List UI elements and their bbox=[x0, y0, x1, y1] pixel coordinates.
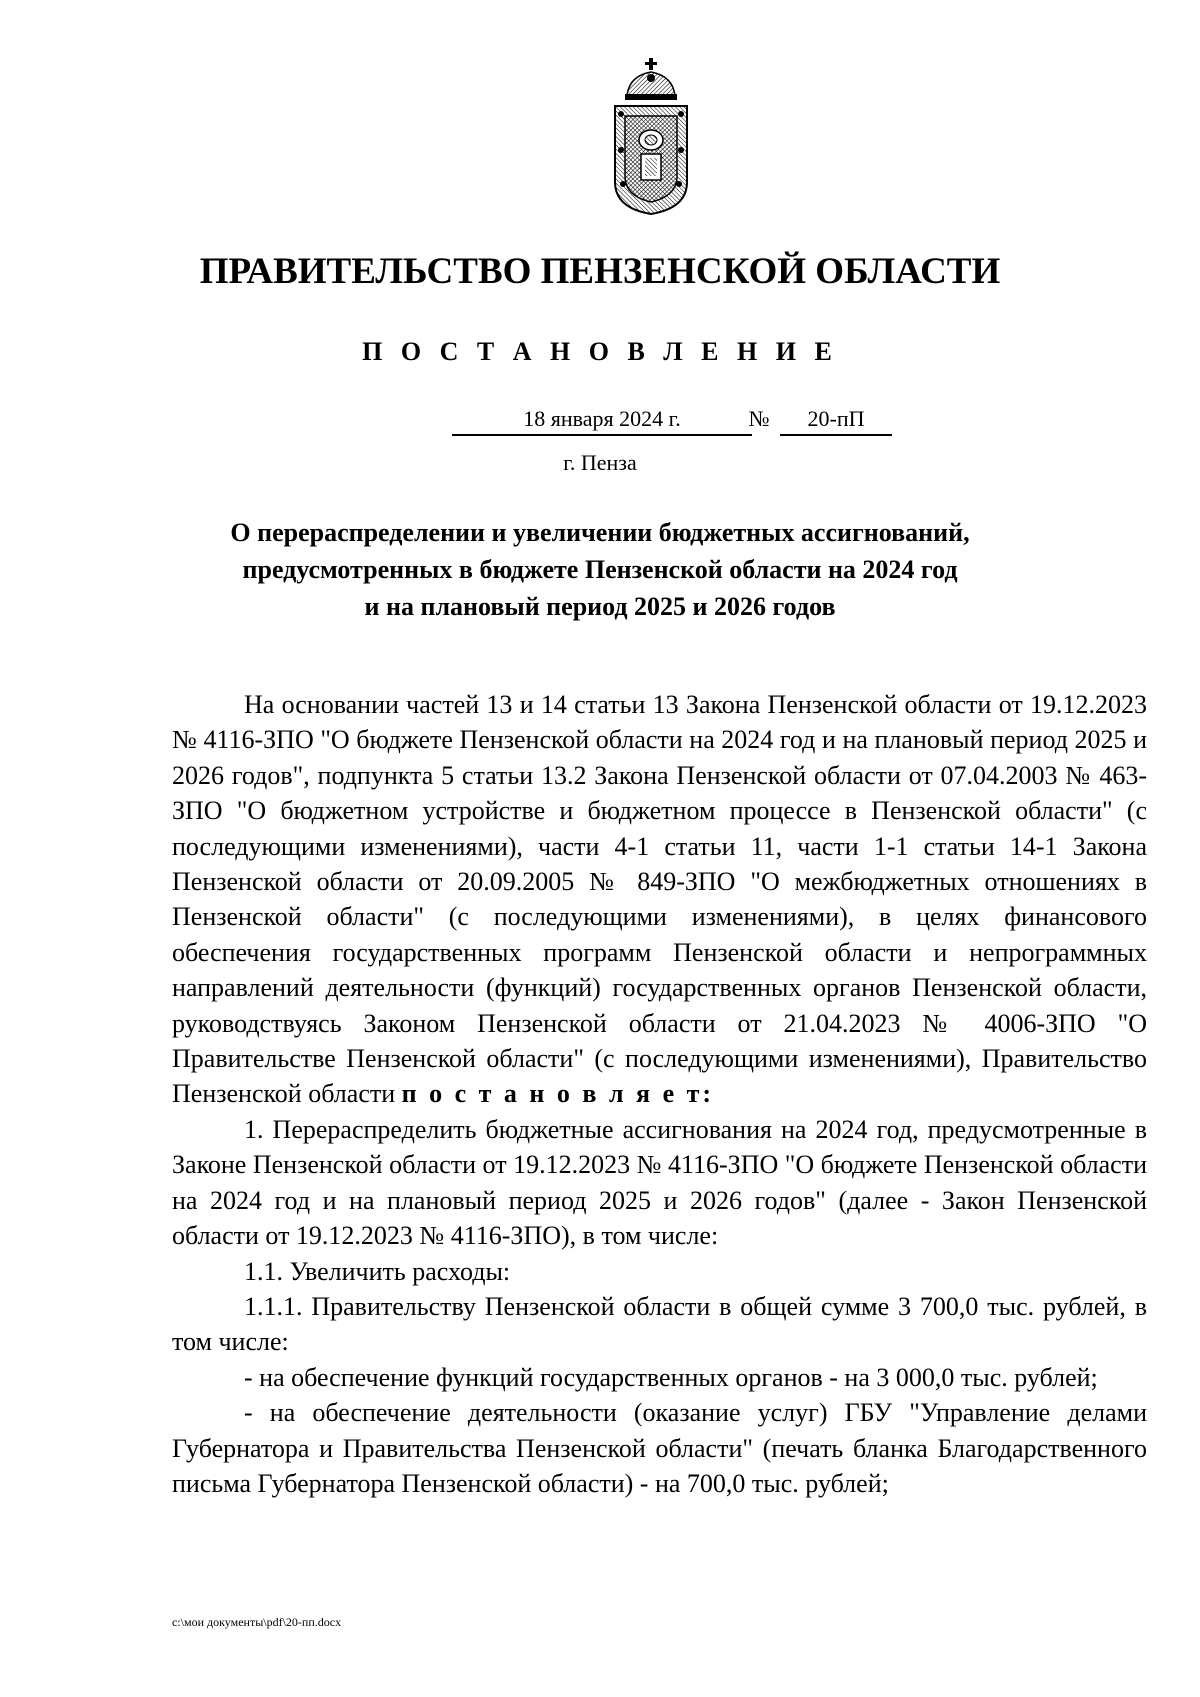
file-path-footer: c:\мои документы\pdf\20-пп.docx bbox=[172, 1615, 342, 1629]
document-body bbox=[172, 687, 1147, 1501]
item-1: 1. Перераспределить бюджетные ассигнования на 2024 год, предусмотренные в Законе Пензенской области от 19.12.2023 № 4116-ЗПО "О бюджете Пензенской области на 2024 год и на плановый период 2025 и 2026 годов" (далее - Закон Пензенской области от 19.12.2023 № 4116-ЗПО), в том числе: bbox=[172, 1114, 1147, 1251]
number-sign: № bbox=[748, 406, 770, 431]
document-subject bbox=[180, 514, 1020, 625]
preamble-text: На основании частей 13 и 14 статьи 13 Закона Пензенской области от 19.12.2023 № 4116-ЗПО "О бюджете Пензенской области на 2024 год и на плановый период 2025 и 2026 годов", подпункта 5 статьи 13.2 Закона Пензенской области от 07.04.2003 № 463-ЗПО "О бюджетном устройстве и бюджетном процессе в Пензенской области" (с последующими изменениями), части 4-1 статьи 11, части 1-1 статьи 14-1 Закона Пензенской области от 20.09.2005 № 849-ЗПО "О межбюджетных отношениях в Пензенской области" (с последующими изменениями), в целях финансового обеспечения государственных программ Пензенской области и непрограммных направлений деятельности (функций) государственных органов Пензенской области, руководствуясь Законом Пензенской области от 21.04.2023 № 4006-ЗПО "О Правительстве Пензенской области" (с последующими изменениями), Правительство Пензенской области bbox=[172, 690, 1147, 1109]
item-1-1-1: 1.1.1. Правительству Пензенской области в общей сумме 3 700,0 тыс. рублей, в том числе: bbox=[172, 1291, 1147, 1357]
preamble-paragraph bbox=[172, 687, 1147, 1112]
subject-line-2: предусмотренных в бюджете Пензенской области на 2024 год bbox=[242, 555, 958, 584]
coat-of-arms-icon bbox=[605, 58, 697, 216]
government-title: ПРАВИТЕЛЬСТВО ПЕНЗЕНСКОЙ ОБЛАСТИ bbox=[199, 251, 1001, 292]
document-type: П О С Т А Н О В Л Е Н И Е bbox=[362, 337, 838, 366]
dash-item-2: - на обеспечение деятельности (оказание услуг) ГБУ "Управление делами Губернатора и Правительства Пензенской области" (печать бланка Благодарственного письма Губернатора Пензенской области) - на 700,0 тыс. рублей; bbox=[172, 1398, 1147, 1498]
dash-item-1: - на обеспечение функций государственных органов - на 3 000,0 тыс. рублей; bbox=[244, 1362, 1098, 1392]
item-1-1: 1.1. Увеличить расходы: bbox=[244, 1256, 511, 1286]
decree-word: п о с т а н о в л я е т: bbox=[401, 1079, 715, 1109]
subject-line-1: О перераспределении и увеличении бюджетных ассигнований, bbox=[230, 518, 970, 547]
document-place: г. Пенза bbox=[563, 450, 637, 475]
document-number: 20-пП bbox=[780, 404, 892, 436]
subject-line-3: и на плановый период 2025 и 2026 годов bbox=[364, 592, 836, 621]
document-date: 18 января 2024 г. bbox=[452, 404, 752, 436]
